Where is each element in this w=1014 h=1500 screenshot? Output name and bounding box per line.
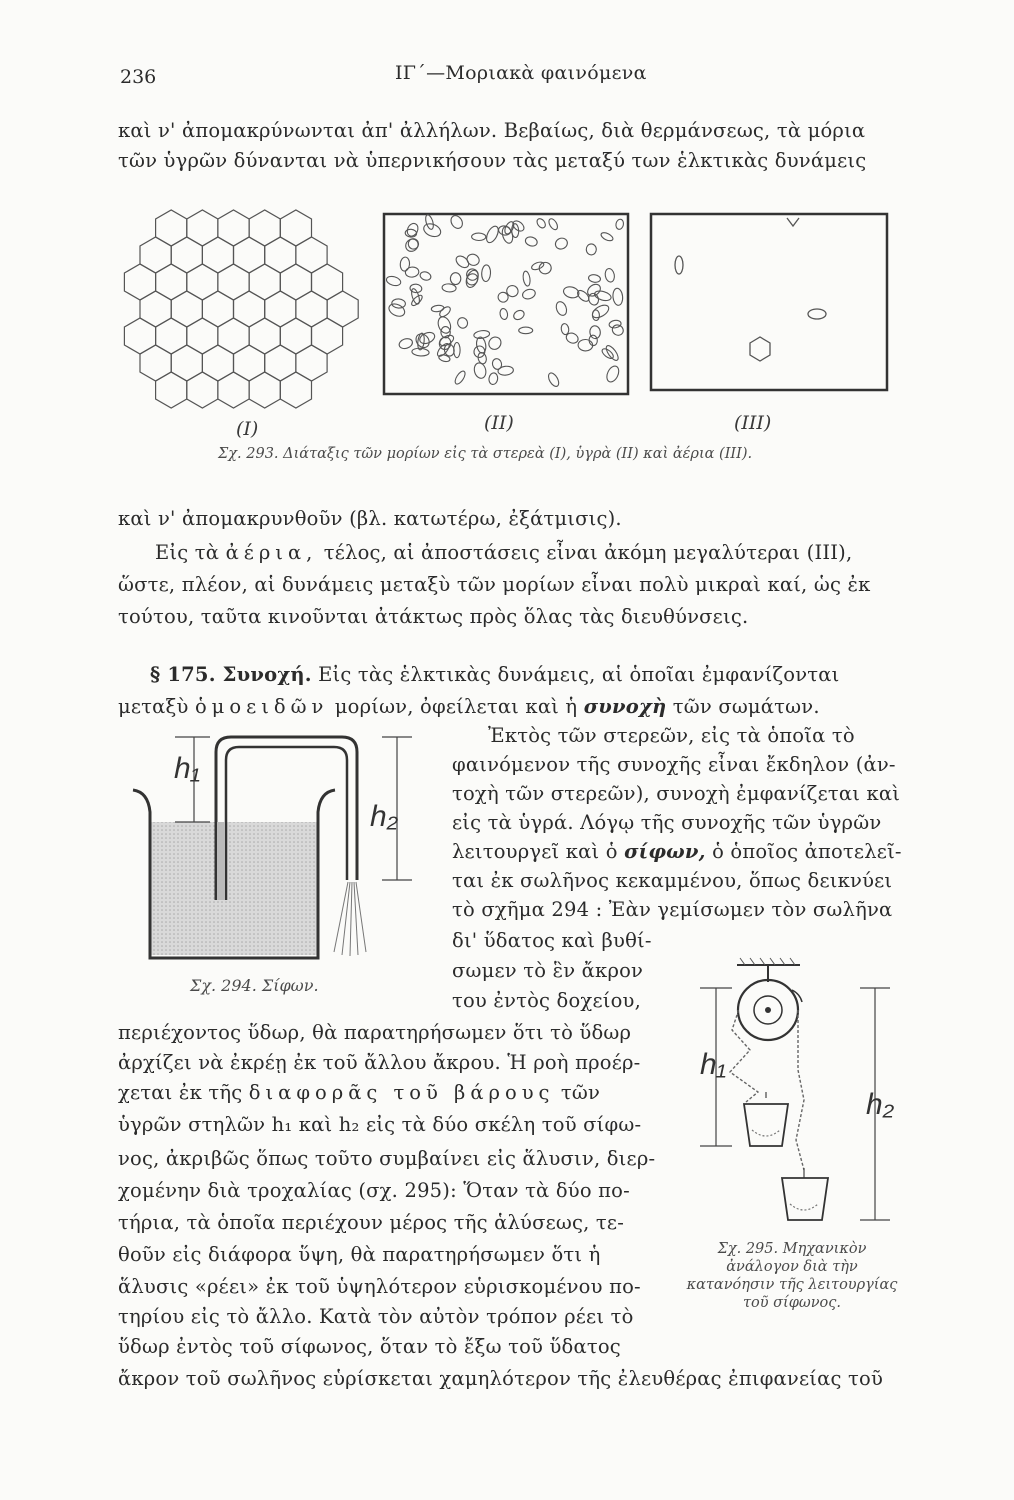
text-line: μεταξὺ ὁμοειδῶν μορίων, ὀφείλεται καὶ ἡ συνοχὴ τῶν σωμάτων. bbox=[118, 695, 820, 718]
text-line: χεται ἐκ τῆς διαφορᾶς τοῦ βάρους τῶν bbox=[118, 1081, 601, 1104]
fig294-h2-label: h₂ bbox=[370, 800, 399, 833]
text-line: τὸ σχῆμα 294 : Ἐὰν γεμίσωμεν τὸν σωλῆνα bbox=[452, 898, 893, 921]
text-line: τοχὴ τῶν στερεῶν), συνοχὴ ἐμφανίζεται καὶ bbox=[452, 782, 901, 805]
text-line: θοῦν εἰς διάφορα ὕψη, θὰ παρατηρήσωμεν ὅτι ἡ bbox=[118, 1243, 601, 1266]
text-line: δι' ὕδατος καὶ βυθί- bbox=[452, 929, 652, 952]
text-line: ὑγρῶν στηλῶν h₁ καὶ h₂ εἰς τὰ δύο σκέλη τοῦ σίφω- bbox=[118, 1113, 642, 1136]
fig295-caption: Σχ. 295. Μηχανικὸν ἀνάλογον διὰ τὴν κατανόησιν τῆς λειτουργίας τοῦ σίφωνος. bbox=[686, 1241, 898, 1311]
text-line: εἰς τὰ ὑγρά. Λόγῳ τῆς συνοχῆς τῶν ὑγρῶν bbox=[452, 811, 882, 834]
fig294-caption: Σχ. 294. Σίφων. bbox=[190, 976, 319, 995]
text-line: ἄκρον τοῦ σωλῆνος εὑρίσκεται χαμηλότερον τῆς ἐλευθέρας ἐπιφανείας τοῦ bbox=[118, 1367, 883, 1390]
text-line: φαινόμενον τῆς συνοχῆς εἶναι ἔκδηλον (ἀν- bbox=[452, 753, 896, 776]
text-line: περιέχοντος ὕδωρ, θὰ παρατηρήσωμεν ὅτι τὸ ὕδωρ bbox=[118, 1021, 632, 1044]
text-line: τῶν ὑγρῶν δύνανται νὰ ὑπερνικήσουν τὰς μεταξύ των ἑλκτικὰς δυνάμεις bbox=[118, 149, 867, 172]
text-line: τούτου, ταῦτα κινοῦνται ἀτάκτως πρὸς ὅλας τὰς διευθύνσεις. bbox=[118, 605, 749, 628]
text-line: τήρια, τὰ ὁποῖα περιέχουν μέρος τῆς ἁλύσεως, τε- bbox=[118, 1211, 624, 1234]
text-line: ὥστε, πλέον, αἱ δυνάμεις μεταξὺ τῶν μορίων εἶναι πολὺ μικραὶ καί, ὡς ἐκ bbox=[118, 573, 871, 596]
fig293-label-3: (III) bbox=[734, 412, 772, 434]
text-line: ὕδωρ ἐντὸς τοῦ σίφωνος, ὅταν τὸ ἔξω τοῦ ὕδατος bbox=[118, 1335, 621, 1358]
page-number: 236 bbox=[120, 66, 157, 88]
text-line: τηρίου εἰς τὸ ἄλλο. Κατὰ τὸν αὐτὸν τρόπον ρέει τὸ bbox=[118, 1305, 634, 1328]
text-line: χομένην διὰ τροχαλίας (σχ. 295): Ὅταν τὰ δύο πο- bbox=[118, 1179, 630, 1202]
fig293-label-2: (II) bbox=[484, 412, 514, 434]
fig294-h1-label: h₁ bbox=[174, 752, 201, 785]
text-line: ἀρχίζει νὰ ἐκρέῃ ἐκ τοῦ ἄλλου ἄκρου. Ἡ ροὴ προέρ- bbox=[118, 1051, 641, 1074]
fig293-label-1: (I) bbox=[236, 418, 259, 440]
text-line: ἅλυσις «ρέει» ἐκ τοῦ ὑψηλότερον εὑρισκομένου πο- bbox=[118, 1275, 641, 1298]
section-heading: § 175. Συνοχή. Εἰς τὰς ἑλκτικὰς δυνάμεις, αἱ ὁποῖαι ἐμφανίζονται bbox=[150, 663, 840, 686]
text-line: ται ἐκ σωλῆνος κεκαμμένου, ὅπως δεικνύει bbox=[452, 869, 893, 892]
text-line: Ἐκτὸς τῶν στερεῶν, εἰς τὰ ὁποῖα τὸ bbox=[488, 724, 855, 747]
text-line: σωμεν τὸ ἓν ἄκρον bbox=[452, 959, 644, 982]
text-line: νος, ἀκριβῶς ὅπως τοῦτο συμβαίνει εἰς ἅλυσιν, διερ- bbox=[118, 1147, 656, 1170]
text-line: Εἰς τὰ ἀέρια, τέλος, αἱ ἀποστάσεις εἶναι ἀκόμη μεγαλύτεραι (III), bbox=[155, 541, 853, 564]
text-line: καὶ ν' ἀπομακρύνωνται ἀπ' ἀλλήλων. Βεβαίως, διὰ θερμάνσεως, τὰ μόρια bbox=[118, 119, 866, 142]
text-line: καὶ ν' ἀπομακρυνθοῦν (βλ. κατωτέρω, ἐξάτμισις). bbox=[118, 507, 622, 530]
fig295-h1-label: h₁ bbox=[700, 1048, 727, 1081]
text-line: λειτουργεῖ καὶ ὁ σίφων, ὁ ὁποῖος ἀποτελεῖ- bbox=[452, 840, 902, 863]
running-head: ΙΓ΄—Μοριακὰ φαινόμενα bbox=[395, 62, 647, 84]
text-line: του ἐντὸς δοχείου, bbox=[452, 989, 641, 1012]
fig295-h2-label: h₂ bbox=[866, 1088, 895, 1121]
fig293-caption: Σχ. 293. Διάταξις τῶν μορίων εἰς τὰ στερεὰ (I), ὑγρὰ (II) καὶ ἀέρια (III). bbox=[218, 446, 753, 462]
